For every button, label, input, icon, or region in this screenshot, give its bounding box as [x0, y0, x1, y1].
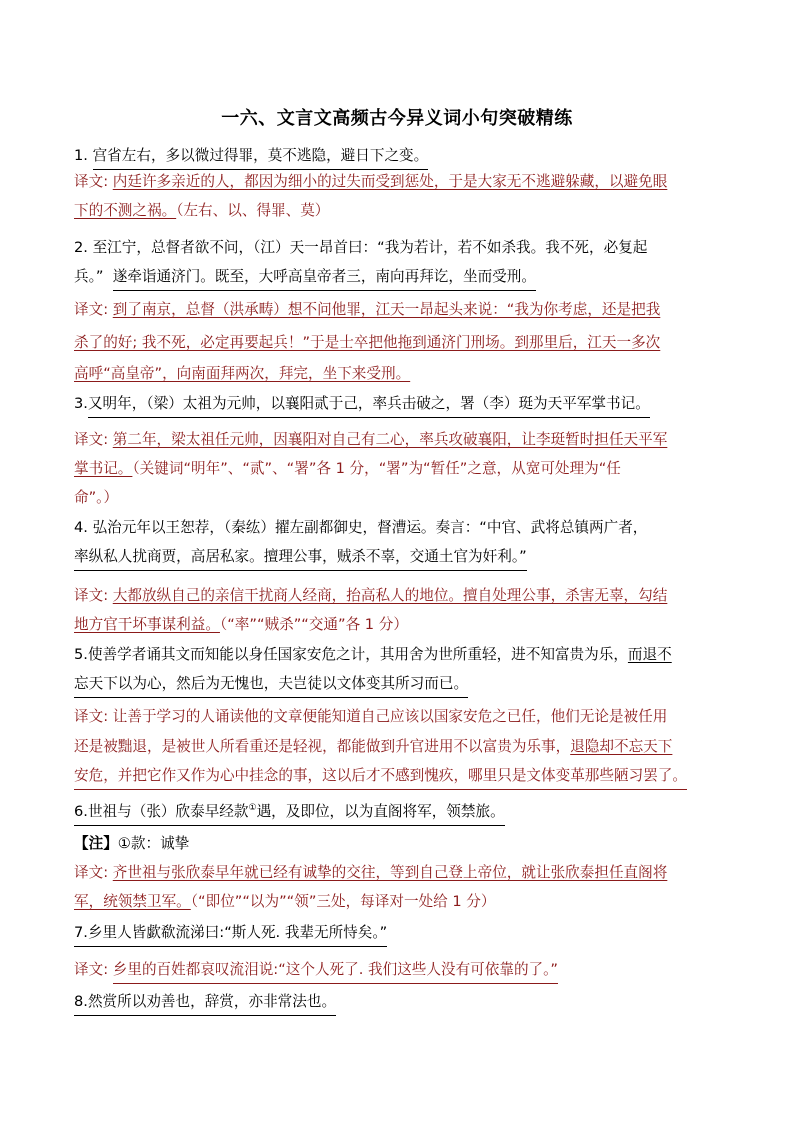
question-text-underlined: 遂牵诣通济门。既至，大呼高皇帝者三，南向再拜讫，坐而受刑。: [113, 267, 536, 291]
question-2-line-1: [74, 238, 734, 258]
question-text: 遇，及即位，以为直阁将军，领禁旅。: [256, 802, 505, 820]
question-number: 5.: [74, 646, 88, 663]
question-text: 又明年，（梁）太祖为元帅，以襄阳贰于己，率兵击破之，署（李）珽为天平军掌书记。: [88, 394, 650, 418]
translation-keywords: （“即位”“以为”“领”三处，每译对一处给 1 分）: [190, 893, 496, 910]
translation-text: 到了南京，总督（洪承畴）想不问他罪，江天一昂起头来说：“我为你考虑，还是把我: [112, 301, 661, 318]
question-5-line-2: [74, 674, 734, 698]
translation-keywords: （左右、以、得罪、莫）: [176, 202, 330, 219]
question-text-underlined: 忘天下以为心，然后为无愧也，夫岂徒以文体变其所习而已。: [74, 674, 468, 698]
translation-keywords: 命”。）: [74, 489, 119, 506]
question-text-underlined: 率纵私人扰商贾，高居私家。擅理公事，贼杀不辜，交通土官为奸利。”: [74, 547, 527, 571]
question-number: 2.: [74, 239, 88, 256]
translation-label: 译文:: [74, 301, 109, 318]
translation-text: 大都放纵自己的亲信干扰商人经商，抬高私人的地位。擅自处理公事，杀害无辜，勾结: [112, 587, 668, 604]
translation-label: 译文:: [74, 961, 109, 978]
translation-3-line-2: [74, 459, 734, 479]
translation-text-underlined: 安危，并把它作又作为心中挂念的事，这以后才不感到愧疚，哪里只是文体变革那些陋习罢了。: [74, 766, 687, 790]
note-6: [74, 834, 734, 854]
translation-6-line-2: [74, 892, 734, 912]
translation-label: 译文:: [74, 173, 109, 190]
note-text: ①款：诚挚: [117, 835, 190, 852]
question-number: 4.: [74, 519, 88, 536]
translation-keywords: （关键词“明年”、“贰”、“署”各 1 分，“署”为“暂任”之意，从宽可处理为“任: [132, 460, 621, 477]
translation-text: 齐世祖与张欣泰早年就已经有诚挚的交往，等到自己登上帝位，就让张欣泰担任直阁将: [112, 864, 668, 881]
question-text: 世祖与（张）欣泰早经款: [87, 802, 249, 820]
translation-label: 译文:: [74, 864, 109, 881]
translation-label: 译文:: [74, 587, 109, 604]
question-1: [74, 146, 734, 170]
question-text: 至江宁，总督者欲不问，（江）天一昂首曰：“我为若计，若不如杀我。我不死，必复起: [92, 239, 648, 256]
translation-text: 军，统领禁卫军。: [74, 893, 191, 910]
question-6: [74, 798, 734, 826]
translation-2-line-2: [74, 333, 734, 353]
translation-text-underlined: 乡里的百姓都哀叹流泪说:“这个人死了. 我们这些人没有可依靠的了。”: [113, 960, 558, 984]
translation-text: 高呼“高皇帝”，向南面拜两次，拜完，坐下来受刑。: [74, 365, 411, 382]
translation-text: 掌书记。: [74, 460, 133, 477]
question-2-line-2: [74, 267, 734, 291]
translation-text: 地方官干坏事谋利益。: [74, 616, 220, 633]
question-text: 使善学者诵其文而知能以身任国家安危之计，其用舍为世所重轻，进不知富贵为乐，: [87, 646, 628, 663]
question-text-underlined: [74, 992, 336, 1016]
translation-text: 还是被黜退，是被世人所看重还是轻视，都能做到升官进用不以富贵为乐事，: [74, 738, 571, 755]
translation-1-line-1: [74, 172, 734, 192]
question-text: 乡里人皆歔欷流涕曰:“斯人死. 我辈无所恃矣。”: [87, 924, 388, 941]
translation-text: 杀了的好; 我不死，必定再要起兵！”于是士卒把他拖到通济门刑场。到那里后，江天一多次: [74, 334, 661, 351]
translation-5-line-2: [74, 737, 734, 757]
question-number: 3.: [74, 395, 88, 412]
question-number: 8.: [74, 993, 88, 1010]
question-text-underlined: [74, 923, 387, 947]
translation-2-line-3: [74, 364, 734, 384]
translation-7: [74, 960, 734, 984]
question-number: 6.: [74, 802, 88, 820]
translation-text: 第二年，梁太祖任元帅，因襄阳对自己有二心，率兵攻破襄阳，让李珽暂时担任天平军: [112, 431, 668, 448]
translation-5-line-1: [74, 707, 734, 727]
question-5-line-1: [74, 645, 734, 665]
question-4-line-2: [74, 547, 734, 571]
question-text-underlined: 而退不: [627, 646, 672, 663]
footnote-marker: ①: [248, 803, 257, 813]
page-title: 一六、文言文高频古今异义词小句突破精练: [221, 108, 573, 129]
translation-6-line-1: [74, 863, 734, 883]
translation-1-line-2: [74, 201, 734, 221]
translation-text: 让善于学习的人诵读他的文章便能知道自己应该以国家安危之已任，他们无论是被任用: [112, 708, 668, 725]
question-3: [74, 394, 734, 418]
note-label: 【注】: [74, 835, 118, 852]
translation-3-line-1: [74, 430, 734, 450]
question-number: 1.: [74, 147, 88, 164]
question-8: [74, 992, 734, 1016]
translation-4-line-2: [74, 615, 734, 635]
translation-label: 译文:: [74, 708, 109, 725]
question-4-line-1: [74, 518, 734, 538]
translation-label: 译文:: [74, 431, 109, 448]
translation-3-line-3: [74, 488, 734, 508]
question-text: 弘治元年以王恕荐，（秦纮）擢左副都御史，督漕运。奏言：“中官、武将总镇两广者，: [92, 519, 648, 536]
question-text: 然赏所以劝善也，辞赏，亦非常法也。: [87, 993, 337, 1010]
translation-5-line-3: [74, 766, 734, 790]
translation-2-line-1: [74, 300, 734, 320]
question-text-underlined: [74, 798, 505, 826]
translation-text-underlined: 退隐却不忘天下: [570, 738, 673, 755]
translation-text: 下的不测之祸。: [74, 202, 177, 219]
question-text: 宫省左右，多以微过得罪，莫不逃隐，避日下之变。: [93, 146, 429, 170]
question-7: [74, 923, 734, 947]
question-text: 兵。”: [74, 268, 104, 285]
translation-text: 内廷许多亲近的人，都因为细小的过失而受到惩处，于是大家无不逃避躲藏，以避免眼: [112, 173, 668, 190]
translation-keywords: （“率”“贼杀”“交通”各 1 分）: [219, 616, 408, 633]
translation-4-line-1: [74, 586, 734, 606]
question-number: 7.: [74, 924, 88, 941]
